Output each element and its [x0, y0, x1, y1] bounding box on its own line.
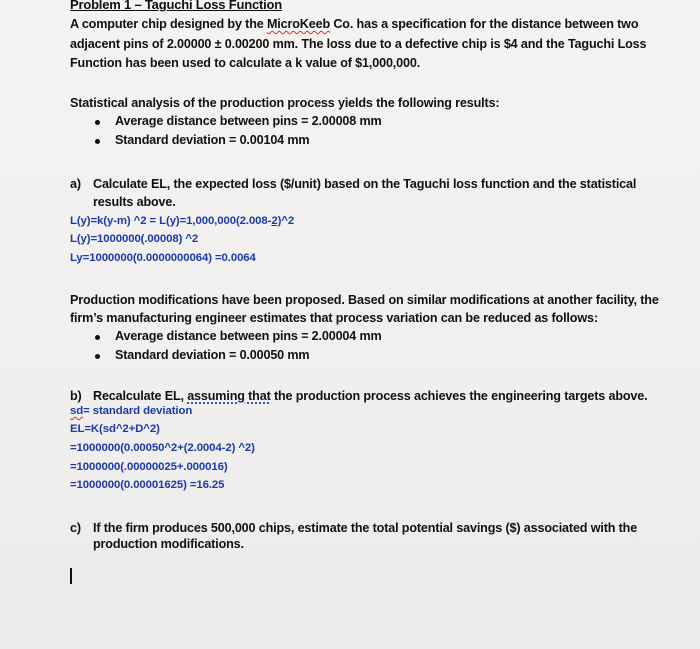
part-b-answer-line-4: =1000000(.00000025+.000016) — [70, 461, 228, 473]
problem-title: Problem 1 – Taguchi Loss Function — [70, 0, 283, 12]
mods-bullet-average: Average distance between pins = 2.00004 mm — [115, 329, 382, 343]
intro-text: Co. has a specification for the distance between two — [330, 17, 639, 31]
answer-text: 2) — [271, 215, 282, 227]
part-b-answer-line-1 — [70, 405, 192, 417]
part-a-answer-line-1 — [70, 215, 294, 227]
part-c-question-line-1: If the firm produces 500,000 chips, estimate the total potential savings ($) associated with the — [93, 521, 638, 535]
part-c-question-line-2: production modifications. — [93, 537, 244, 551]
part-a-question-line-1: Calculate EL, the expected loss ($/unit) based on the Taguchi loss function and the statistical — [93, 177, 637, 191]
part-c-label: c) — [70, 521, 81, 535]
question-text: assuming that — [187, 389, 271, 403]
bullet-icon — [95, 139, 100, 144]
intro-line-1 — [70, 16, 638, 33]
part-b-answer-line-3: =1000000(0.00050^2+(2.0004-2) ^2) — [70, 442, 255, 454]
bullet-icon — [95, 120, 100, 125]
bullet-icon — [95, 354, 100, 359]
answer-text: ^2 — [281, 215, 295, 227]
mods-line-2: firm’s manufacturing engineer estimates that process variation can be reduced as follows: — [70, 311, 598, 325]
part-b-question — [93, 388, 648, 405]
answer-text: L(y)=k(y-m) ^2 = L(y)=1,000,000(2.008- — [70, 215, 272, 227]
stats-bullet-stddev: Standard deviation = 0.00104 mm — [115, 133, 310, 147]
mods-line-1: Production modifications have been proposed. Based on similar modifications at another facility, the — [70, 293, 659, 307]
stats-intro: Statistical analysis of the production process yields the following results: — [70, 96, 500, 110]
intro-text: A computer chip designed by the — [70, 17, 267, 31]
company-name: MicroKeeb — [266, 17, 331, 31]
answer-result: 0.0064 — [221, 252, 256, 264]
part-b-label: b) — [70, 389, 82, 403]
answer-text: = standard deviation — [83, 405, 193, 417]
question-text: the production process achieves the engineering targets above. — [270, 389, 648, 403]
part-a-label: a) — [70, 177, 81, 191]
answer-text: sd — [70, 405, 84, 417]
answer-text: Ly=1000000(0.0000000064) = — [70, 252, 222, 264]
text-cursor[interactable] — [70, 568, 72, 584]
intro-line-3: Function has been used to calculate a k value of $1,000,000. — [70, 56, 421, 70]
question-text: Recalculate EL, — [93, 389, 188, 403]
stats-bullet-average: Average distance between pins = 2.00008 mm — [115, 114, 382, 128]
part-b-answer-line-5: =1000000(0.00001625) =16.25 — [70, 479, 225, 491]
part-b-answer-line-2: EL=K(sd^2+D^2) — [70, 423, 160, 435]
intro-line-2: adjacent pins of 2.00000 ± 0.00200 mm. The loss due to a defective chip is $4 and the Taguchi Loss — [70, 37, 647, 51]
mods-bullet-stddev: Standard deviation = 0.00050 mm — [115, 348, 310, 362]
bullet-icon — [95, 335, 100, 340]
part-a-answer-line-3 — [70, 252, 256, 264]
part-a-question-line-2: results above. — [93, 195, 176, 209]
part-a-answer-line-2: L(y)=1000000(.00008) ^2 — [70, 233, 199, 245]
